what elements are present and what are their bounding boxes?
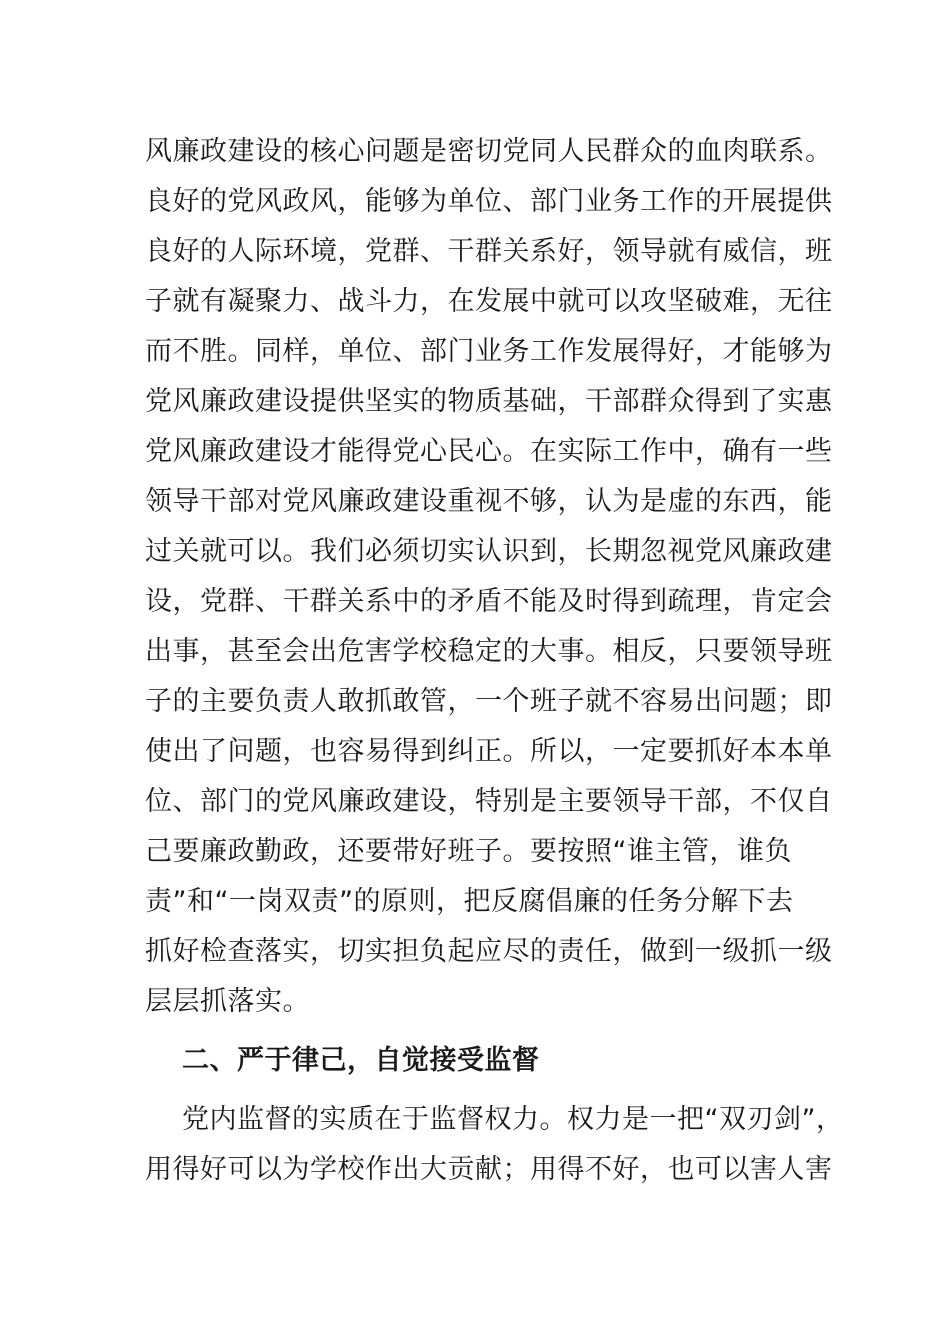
paragraph-line: 设，党群、干群关系中的矛盾不能及时得到疏理，肯定会 <box>145 586 833 617</box>
paragraph-line: 过关就可以。我们必须切实认识到，长期忽视党风廉政建 <box>145 536 833 567</box>
paragraph-line: 用得好可以为学校作出大贡献；用得不好，也可以害人害 <box>145 1154 833 1185</box>
paragraph-line: 党风廉政建设提供坚实的物质基础，干部群众得到了实惠 <box>145 386 833 417</box>
paragraph-line: 层层抓落实。 <box>145 986 310 1017</box>
paragraph-line: 责”和“一岗双责”的原则，把反腐倡廉的任务分解下去 <box>145 886 794 917</box>
paragraph-line: 抓好检查落实，切实担负起应尽的责任，做到一级抓一级 <box>145 936 833 967</box>
paragraph-line: 党风廉政建设才能得党心民心。在实际工作中，确有一些 <box>145 436 833 467</box>
paragraph-line: 而不胜。同样，单位、部门业务工作发展得好，才能够为 <box>145 336 833 367</box>
section-heading: 二、严于律己，自觉接受监督 <box>182 1045 540 1076</box>
paragraph-line: 良好的人际环境，党群、干群关系好，领导就有威信，班 <box>145 236 833 267</box>
paragraph-line: 良好的党风政风，能够为单位、部门业务工作的开展提供 <box>145 186 833 217</box>
paragraph-line: 子的主要负责人敢抓敢管，一个班子就不容易出问题；即 <box>145 686 833 717</box>
paragraph-line: 出事，甚至会出危害学校稳定的大事。相反，只要领导班 <box>145 636 833 667</box>
paragraph-line: 使出了问题，也容易得到纠正。所以，一定要抓好本本单 <box>145 736 833 767</box>
paragraph-line: 位、部门的党风廉政建设，特别是主要领导干部，不仅自 <box>145 786 833 817</box>
paragraph-line: 风廉政建设的核心问题是密切党同人民群众的血肉联系。 <box>145 136 833 167</box>
paragraph-line: 子就有凝聚力、战斗力，在发展中就可以攻坚破难，无往 <box>145 286 833 317</box>
paragraph-line: 己要廉政勤政，还要带好班子。要按照“谁主管，谁负 <box>145 836 792 867</box>
paragraph-line: 党内监督的实质在于监督权力。权力是一把“双刃剑”， <box>182 1104 844 1135</box>
paragraph-line: 领导干部对党风廉政建设重视不够，认为是虚的东西，能 <box>145 486 833 517</box>
